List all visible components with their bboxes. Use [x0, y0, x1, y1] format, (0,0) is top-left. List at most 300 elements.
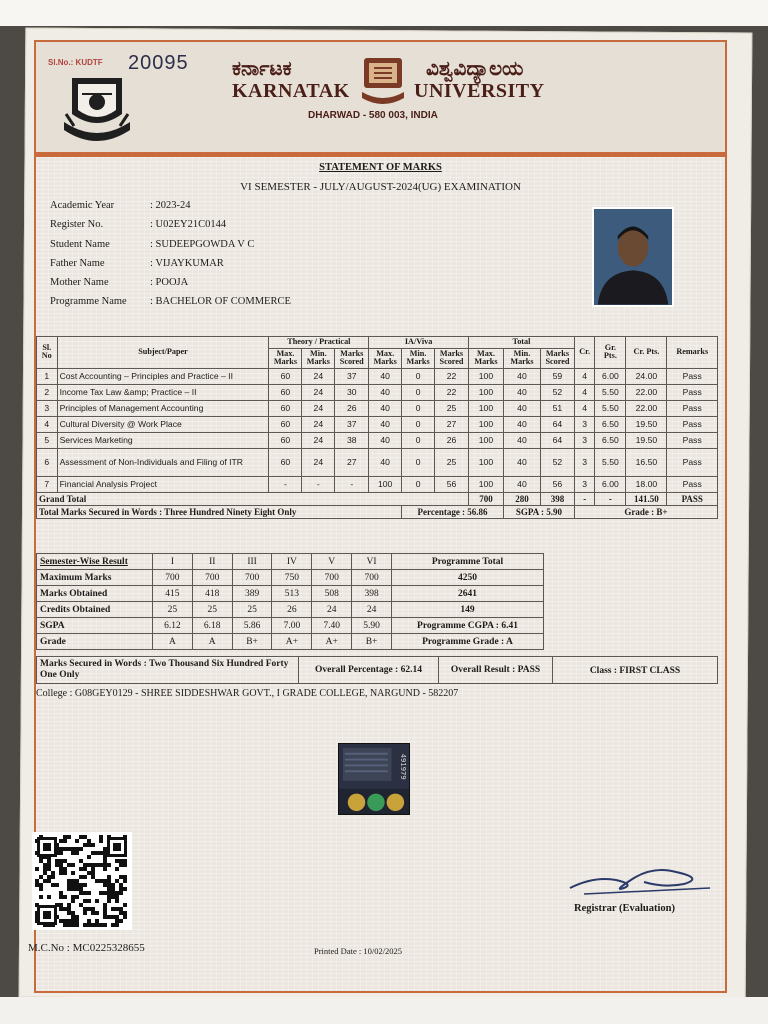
- qr-cell: [123, 863, 127, 867]
- qr-cell: [103, 915, 107, 919]
- semester-heading: VI: [352, 554, 392, 570]
- ia-min: 0: [402, 432, 435, 448]
- qr-code-icon: [32, 832, 132, 930]
- qr-cell: [39, 883, 43, 887]
- qr-cell: [95, 851, 99, 855]
- top-margin: [0, 0, 768, 26]
- total-scored: 52: [540, 448, 574, 476]
- qr-cell: [35, 879, 39, 883]
- ia-max: 100: [369, 476, 402, 492]
- detail-label: Programme Name: [50, 296, 127, 308]
- total-scored: 64: [540, 416, 574, 432]
- qr-cell: [91, 843, 95, 847]
- qr-cell: [51, 875, 55, 879]
- qr-cell: [71, 923, 75, 927]
- semester-value: 513: [272, 586, 312, 602]
- table-row: [37, 602, 544, 618]
- remarks: Pass: [667, 448, 718, 476]
- row-slno: 3: [37, 400, 58, 416]
- credit-points: 16.50: [626, 448, 667, 476]
- qr-cell: [123, 915, 127, 919]
- qr-cell: [39, 859, 43, 863]
- ia-max: 40: [369, 384, 402, 400]
- qr-cell: [111, 883, 115, 887]
- credits: 4: [574, 368, 595, 384]
- total-max: 100: [468, 368, 503, 384]
- university-seal-icon: [62, 70, 132, 146]
- qr-cell: [87, 863, 91, 867]
- qr-cell: [71, 899, 75, 903]
- qr-cell: [95, 923, 99, 927]
- qr-cell: [67, 911, 71, 915]
- remarks: Pass: [667, 432, 718, 448]
- qr-cell: [83, 883, 87, 887]
- semester-value: 5.90: [352, 618, 392, 634]
- qr-cell: [71, 887, 75, 891]
- qr-cell: [95, 919, 99, 923]
- qr-cell: [63, 847, 67, 851]
- credit-points: 22.00: [626, 400, 667, 416]
- subject-name: Services Marketing: [57, 432, 269, 448]
- col-slno: Sl. No: [37, 337, 58, 369]
- exam-title: VI SEMESTER - JULY/AUGUST-2024(UG) EXAMINATION: [240, 181, 521, 193]
- total-max: 100: [468, 476, 503, 492]
- qr-cell: [115, 879, 119, 883]
- total-scored: 56: [540, 476, 574, 492]
- qr-cell: [99, 923, 103, 927]
- qr-cell: [99, 863, 103, 867]
- marks-summary-row: [37, 505, 718, 518]
- total-max: 100: [468, 384, 503, 400]
- qr-cell: [47, 859, 51, 863]
- qr-cell: [79, 835, 83, 839]
- total-max: 100: [468, 432, 503, 448]
- kannada-title-left: ಕರ್ನಾಟಕ: [232, 56, 292, 80]
- grand-total-max: 700: [468, 492, 503, 505]
- grade-points: 6.50: [595, 416, 626, 432]
- col-scored: Marks Scored: [335, 348, 369, 368]
- qr-cell: [59, 847, 63, 851]
- ia-scored: 22: [435, 384, 469, 400]
- qr-cell: [87, 919, 91, 923]
- qr-cell: [103, 859, 107, 863]
- theory-scored: 27: [335, 448, 369, 476]
- theory-max: -: [269, 476, 302, 492]
- qr-cell: [103, 923, 107, 927]
- credit-points: 18.00: [626, 476, 667, 492]
- detail-value: : SUDEEPGOWDA V C: [150, 238, 255, 250]
- qr-cell: [107, 899, 111, 903]
- qr-cell: [87, 907, 91, 911]
- semester-value: 415: [153, 586, 193, 602]
- qr-cell: [91, 863, 95, 867]
- semester-value: 700: [312, 570, 352, 586]
- col-scored: Marks Scored: [540, 348, 574, 368]
- semester-row-label: Credits Obtained: [37, 602, 153, 618]
- qr-cell: [59, 839, 63, 843]
- qr-cell: [55, 863, 59, 867]
- theory-max: 60: [269, 400, 302, 416]
- col-total: Total: [468, 337, 574, 349]
- credits: 4: [574, 384, 595, 400]
- grade-points: 6.00: [595, 368, 626, 384]
- qr-cell: [63, 839, 67, 843]
- qr-cell: [39, 887, 43, 891]
- total-in-words: Marks Secured in Words : Two Thousand Six Hundred Forty One Only: [37, 657, 299, 683]
- total-min: 40: [503, 432, 540, 448]
- qr-cell: [123, 879, 127, 883]
- qr-cell: [63, 835, 67, 839]
- grand-total-credits: -: [574, 492, 595, 505]
- detail-value: : VIJAYKUMAR: [150, 257, 224, 269]
- theory-scored: 26: [335, 400, 369, 416]
- theory-min: 24: [302, 384, 335, 400]
- row-slno: 1: [37, 368, 58, 384]
- university-city: DHARWAD - 580 003, INDIA: [308, 110, 438, 121]
- qr-cell: [67, 883, 71, 887]
- ia-min: 0: [402, 416, 435, 432]
- serial-number: 20095: [128, 52, 189, 74]
- qr-cell: [103, 883, 107, 887]
- qr-cell: [83, 911, 87, 915]
- programme-total-label: Programme Total: [392, 554, 544, 570]
- qr-cell: [115, 859, 119, 863]
- credit-points: 19.50: [626, 416, 667, 432]
- qr-cell: [103, 911, 107, 915]
- qr-cell: [59, 851, 63, 855]
- qr-cell: [71, 863, 75, 867]
- table-row: [37, 570, 544, 586]
- qr-cell: [59, 895, 63, 899]
- subject-name: Cultural Diversity @ Work Place: [57, 416, 269, 432]
- university-emblem-icon: [358, 54, 408, 106]
- qr-cell: [103, 891, 107, 895]
- qr-cell: [115, 923, 119, 927]
- row-slno: 4: [37, 416, 58, 432]
- mc-number: M.C.No : MC0225328655: [28, 942, 145, 954]
- ia-scored: 25: [435, 400, 469, 416]
- theory-max: 60: [269, 384, 302, 400]
- semester-value: 24: [312, 602, 352, 618]
- qr-cell: [59, 919, 63, 923]
- qr-cell: [99, 839, 103, 843]
- semester-result-label: Semester-Wise Result: [37, 554, 153, 570]
- grand-total-scored: 398: [540, 492, 574, 505]
- credits: 3: [574, 476, 595, 492]
- qr-cell: [79, 883, 83, 887]
- qr-cell: [99, 851, 103, 855]
- ia-scored: 22: [435, 368, 469, 384]
- qr-cell: [91, 875, 95, 879]
- qr-cell: [107, 879, 111, 883]
- theory-scored: 37: [335, 416, 369, 432]
- table-row: [37, 476, 718, 492]
- ia-max: 40: [369, 432, 402, 448]
- semester-value: 700: [192, 570, 232, 586]
- grade-points: 5.50: [595, 448, 626, 476]
- theory-max: 60: [269, 448, 302, 476]
- qr-cell: [63, 895, 67, 899]
- detail-label: Father Name: [50, 257, 105, 269]
- qr-cell: [79, 875, 83, 879]
- subject-name: Income Tax Law &amp; Practice – II: [57, 384, 269, 400]
- ia-max: 40: [369, 400, 402, 416]
- detail-row: [50, 277, 291, 296]
- col-credits: Cr.: [574, 337, 595, 369]
- detail-row: [50, 296, 291, 315]
- qr-cell: [95, 911, 99, 915]
- semester-row-label: Maximum Marks: [37, 570, 153, 586]
- programme-total-value: Programme CGPA : 6.41: [392, 618, 544, 634]
- detail-value: : 2023-24: [150, 200, 191, 211]
- qr-cell: [75, 887, 79, 891]
- qr-cell: [83, 875, 87, 879]
- total-min: 40: [503, 384, 540, 400]
- total-scored: 52: [540, 384, 574, 400]
- ia-scored: 27: [435, 416, 469, 432]
- col-max: Max. Marks: [269, 348, 302, 368]
- qr-cell: [59, 907, 63, 911]
- qr-cell: [63, 859, 67, 863]
- qr-cell: [79, 903, 83, 907]
- remarks: Pass: [667, 384, 718, 400]
- semester-value: A: [192, 634, 232, 650]
- theory-max: 60: [269, 368, 302, 384]
- col-subject: Subject/Paper: [57, 337, 269, 369]
- qr-cell: [83, 843, 87, 847]
- qr-cell: [59, 903, 63, 907]
- qr-cell: [71, 879, 75, 883]
- qr-cell: [95, 899, 99, 903]
- qr-cell: [71, 851, 75, 855]
- semester-rows: [37, 570, 544, 650]
- semester-value: B+: [232, 634, 272, 650]
- qr-cell: [123, 875, 127, 879]
- hologram-icon: [338, 743, 410, 815]
- ia-scored: 26: [435, 432, 469, 448]
- qr-cell: [91, 851, 95, 855]
- bottom-margin: [0, 997, 768, 1024]
- subject-name: Assessment of Non-Individuals and Filing of ITR: [57, 448, 269, 476]
- semester-value: 24: [352, 602, 392, 618]
- qr-cell: [99, 879, 103, 883]
- total-min: 40: [503, 368, 540, 384]
- qr-cell: [43, 863, 47, 867]
- table-header-row: [37, 337, 718, 349]
- qr-cell: [55, 859, 59, 863]
- total-max: 100: [468, 400, 503, 416]
- qr-cell: [47, 863, 51, 867]
- total-scored: 64: [540, 432, 574, 448]
- qr-cell: [119, 859, 123, 863]
- qr-cell: [63, 923, 67, 927]
- qr-cell: [63, 907, 67, 911]
- qr-cell: [67, 847, 71, 851]
- qr-cell: [67, 879, 71, 883]
- semester-value: 26: [272, 602, 312, 618]
- qr-cell: [43, 879, 47, 883]
- qr-cell: [83, 835, 87, 839]
- detail-row: [50, 239, 291, 258]
- theory-min: 24: [302, 368, 335, 384]
- semester-value: 418: [192, 586, 232, 602]
- qr-cell: [47, 867, 51, 871]
- ia-min: 0: [402, 448, 435, 476]
- total-scored: 51: [540, 400, 574, 416]
- qr-cell: [111, 907, 115, 911]
- semester-value: 6.12: [153, 618, 193, 634]
- qr-cell: [59, 863, 63, 867]
- qr-cell: [107, 875, 111, 879]
- qr-cell: [87, 839, 91, 843]
- semester-value: 7.40: [312, 618, 352, 634]
- theory-min: 24: [302, 416, 335, 432]
- qr-cell: [83, 867, 87, 871]
- qr-cell: [95, 863, 99, 867]
- qr-cell: [91, 911, 95, 915]
- qr-cell: [71, 895, 75, 899]
- subject-name: Cost Accounting – Principles and Practice – II: [57, 368, 269, 384]
- qr-cell: [67, 863, 71, 867]
- qr-cell: [103, 847, 107, 851]
- semester-value: 6.18: [192, 618, 232, 634]
- serial-label: Sl.No.: KUDTF: [48, 58, 103, 67]
- qr-cell: [75, 915, 79, 919]
- col-theory: Theory / Practical: [269, 337, 369, 349]
- semester-row-label: Grade: [37, 634, 153, 650]
- semester-value: 25: [192, 602, 232, 618]
- qr-cell: [123, 859, 127, 863]
- row-slno: 5: [37, 432, 58, 448]
- col-grade-points: Gr. Pts.: [595, 337, 626, 369]
- portrait-icon: [594, 209, 672, 305]
- qr-cell: [75, 847, 79, 851]
- qr-cell: [111, 887, 115, 891]
- qr-cell: [115, 915, 119, 919]
- qr-cell: [59, 871, 63, 875]
- semester-value: A+: [272, 634, 312, 650]
- table-row: [37, 416, 718, 432]
- semester-value: 398: [352, 586, 392, 602]
- remarks: Pass: [667, 416, 718, 432]
- credits: 3: [574, 432, 595, 448]
- qr-cell: [71, 919, 75, 923]
- college-name: College : G08GEY0129 - SHREE SIDDESHWAR GOVT., I GRADE COLLEGE, NARGUND - 582207: [36, 688, 459, 699]
- qr-cell: [79, 891, 83, 895]
- qr-cell: [47, 875, 51, 879]
- qr-cell: [87, 899, 91, 903]
- printed-date: Printed Date : 10/02/2025: [314, 946, 403, 956]
- ia-max: 40: [369, 368, 402, 384]
- semester-value: 700: [153, 570, 193, 586]
- detail-value: : POOJA: [150, 277, 189, 289]
- qr-cell: [87, 923, 91, 927]
- qr-cell: [75, 879, 79, 883]
- qr-cell: [35, 883, 39, 887]
- table-row: [37, 618, 544, 634]
- qr-cell: [107, 863, 111, 867]
- qr-cell: [75, 895, 79, 899]
- total-min: 40: [503, 416, 540, 432]
- university-name-right: UNIVERSITY: [414, 80, 545, 102]
- credits: 3: [574, 416, 595, 432]
- theory-min: 24: [302, 448, 335, 476]
- marks-card: [28, 40, 727, 993]
- semester-value: 508: [312, 586, 352, 602]
- qr-cell: [123, 911, 127, 915]
- ia-min: 0: [402, 368, 435, 384]
- qr-cell: [123, 903, 127, 907]
- theory-scored: 38: [335, 432, 369, 448]
- semester-value: B+: [352, 634, 392, 650]
- qr-cell: [119, 863, 123, 867]
- programme-total-value: 2641: [392, 586, 544, 602]
- qr-cell: [47, 879, 51, 883]
- qr-cell: [75, 839, 79, 843]
- col-credit-points: Cr. Pts.: [626, 337, 667, 369]
- grade-points: 6.50: [595, 432, 626, 448]
- ia-scored: 56: [435, 476, 469, 492]
- ia-max: 40: [369, 448, 402, 476]
- qr-cell: [83, 907, 87, 911]
- qr-cell: [83, 899, 87, 903]
- qr-cell: [83, 891, 87, 895]
- qr-cell: [103, 863, 107, 867]
- total-min: 40: [503, 448, 540, 476]
- semester-heading: IV: [272, 554, 312, 570]
- qr-cell: [71, 847, 75, 851]
- theory-scored: 30: [335, 384, 369, 400]
- qr-cell: [111, 923, 115, 927]
- table-row: [37, 384, 718, 400]
- qr-cell: [79, 887, 83, 891]
- overall-percentage: Overall Percentage : 62.14: [299, 657, 439, 683]
- credit-points: 24.00: [626, 368, 667, 384]
- qr-cell: [63, 871, 67, 875]
- col-min: Min. Marks: [503, 348, 540, 368]
- qr-cell: [91, 923, 95, 927]
- qr-cell: [107, 883, 111, 887]
- qr-cell: [71, 883, 75, 887]
- col-min: Min. Marks: [302, 348, 335, 368]
- grand-total-remarks: PASS: [667, 492, 718, 505]
- qr-cell: [91, 867, 95, 871]
- qr-cell: [71, 871, 75, 875]
- registrar-label: Registrar (Evaluation): [574, 903, 676, 914]
- qr-cell: [115, 867, 119, 871]
- qr-cell: [71, 915, 75, 919]
- qr-cell: [63, 867, 67, 871]
- ia-max: 40: [369, 416, 402, 432]
- col-ia: IA/Viva: [369, 337, 469, 349]
- qr-cell: [75, 919, 79, 923]
- grade-points: 6.00: [595, 476, 626, 492]
- qr-cell: [119, 911, 123, 915]
- remarks: Pass: [667, 476, 718, 492]
- programme-total-value: Programme Grade : A: [392, 634, 544, 650]
- total-max: 100: [468, 416, 503, 432]
- student-photo: [592, 207, 674, 307]
- theory-scored: -: [335, 476, 369, 492]
- qr-cell: [75, 851, 79, 855]
- qr-cell: [111, 891, 115, 895]
- qr-cell: [67, 919, 71, 923]
- ia-min: 0: [402, 476, 435, 492]
- qr-cell: [87, 855, 91, 859]
- detail-row: [50, 258, 291, 277]
- theory-max: 60: [269, 416, 302, 432]
- total-min: 40: [503, 400, 540, 416]
